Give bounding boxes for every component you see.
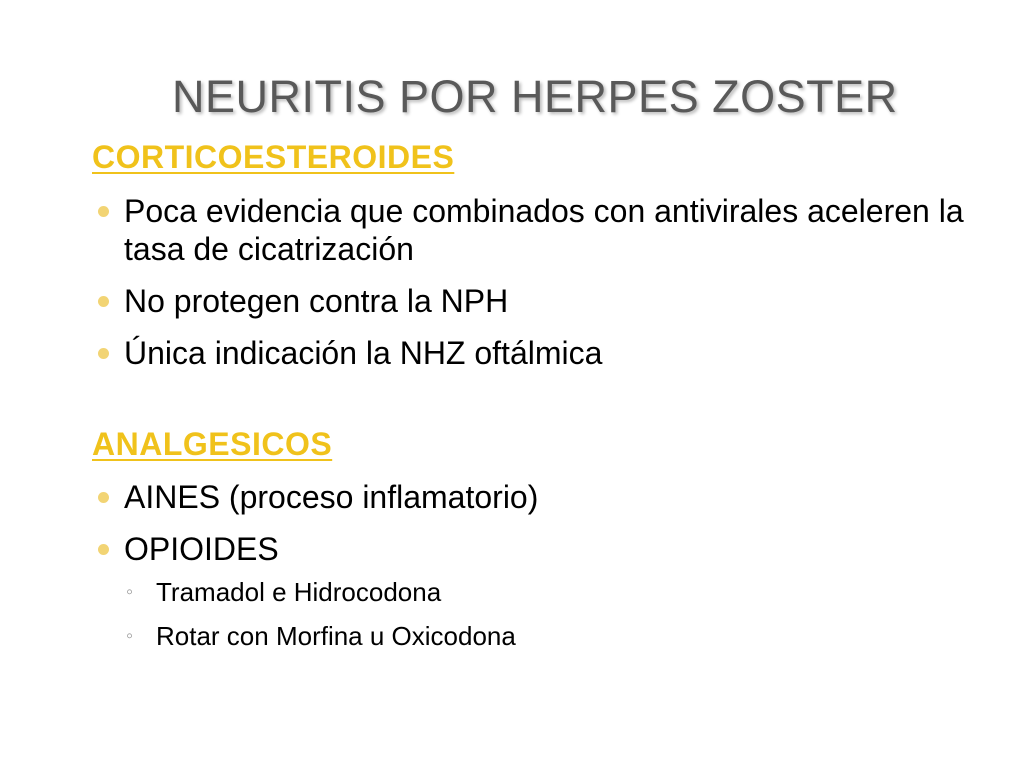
sub-list-item: [92, 620, 972, 652]
corticoesteroides-bullet-list: [92, 192, 972, 386]
bullet-icon: [98, 544, 109, 555]
slide-title: NEURITIS POR HERPES ZOSTER: [172, 71, 898, 122]
list-item: [92, 334, 972, 372]
bullet-icon: [98, 296, 109, 307]
section-heading-corticoesteroides: CORTICOESTEROIDES: [92, 139, 455, 175]
sub-bullet-icon: ◦: [126, 625, 134, 647]
sub-bullet-text: Tramadol e Hidrocodona: [156, 577, 442, 607]
list-item: [92, 282, 972, 320]
section-heading-analgesicos: ANALGESICOS: [92, 426, 333, 462]
sub-bullet-text: Rotar con Morfina u Oxicodona: [156, 621, 516, 651]
bullet-icon: [98, 348, 109, 359]
bullet-icon: [98, 206, 109, 217]
bullet-text: Poca evidencia que combinados con antivirales aceleren la tasa de cicatrización: [124, 193, 964, 267]
bullet-text: OPIOIDES: [124, 531, 279, 567]
bullet-icon: [98, 492, 109, 503]
list-item: [92, 530, 972, 568]
bullet-text: Única indicación la NHZ oftálmica: [124, 335, 603, 371]
sub-list-item: [92, 576, 972, 608]
bullet-text: No protegen contra la NPH: [124, 283, 509, 319]
list-item: [92, 478, 972, 516]
bullet-text: AINES (proceso inflamatorio): [124, 479, 539, 515]
analgesicos-bullet-list: [92, 478, 972, 664]
list-item: [92, 192, 972, 268]
sub-bullet-icon: ◦: [126, 581, 134, 603]
